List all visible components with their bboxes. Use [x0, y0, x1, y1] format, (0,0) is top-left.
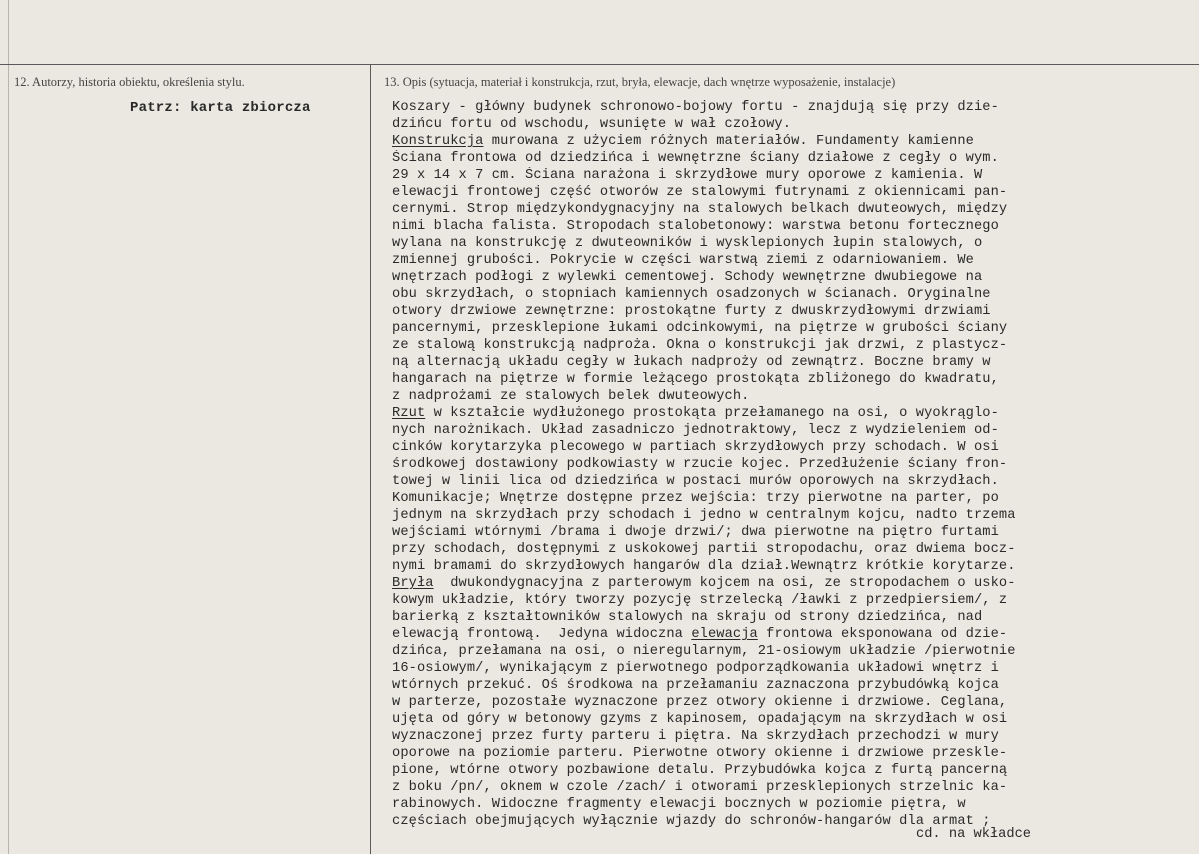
- description-line: [392, 575, 1182, 592]
- line-text: częściach obejmujących wyłącznie wjazdy do schronów-hangarów dla armat ;: [392, 814, 991, 829]
- description-line: [392, 660, 1182, 677]
- description-line: [392, 184, 1182, 201]
- line-text: ujęta od góry w betonowy gzyms z kapinosem, opadającym na skrzydłach w osi: [392, 712, 1008, 727]
- description-line: [392, 694, 1182, 711]
- description-line: [392, 286, 1182, 303]
- description-line: [392, 609, 1182, 626]
- line-text: towej w linii lica od dziedzińca w postaci murów oporowych na skrzydłach.: [392, 474, 999, 489]
- description-line: [392, 677, 1182, 694]
- description-line: [392, 728, 1182, 745]
- line-text: wtórnych przekuć. Oś środkowa na przełamaniu zaznaczona przybudówką kojca: [392, 678, 999, 693]
- line-text: rabinowych. Widoczne fragmenty elewacji bocznych w poziomie piętra, w: [392, 797, 966, 812]
- description-line: [392, 456, 1182, 473]
- continuation-note: cd. na wkładce: [916, 827, 1031, 842]
- line-text: frontowa eksponowana od dzie-: [757, 627, 1008, 642]
- description-line: [392, 439, 1182, 456]
- description-line: [392, 762, 1182, 779]
- line-text: ze stalową konstrukcją nadproża. Okna o konstrukcji jak drzwi, z plastycz-: [392, 338, 1008, 353]
- description-line: [392, 218, 1182, 235]
- description-line: [392, 388, 1182, 405]
- field-13-description: [392, 99, 1182, 830]
- line-text: elewacji frontowej część otworów ze stalowymi futrynami z okiennicami pan-: [392, 185, 1008, 200]
- line-text: kowym układzie, który tworzy pozycję strzelecką /ławki z przedpiersiem/, z: [392, 593, 1008, 608]
- description-line: [392, 745, 1182, 762]
- section-heading: Konstrukcja: [392, 134, 484, 149]
- description-line: [392, 643, 1182, 660]
- description-line: [392, 99, 1182, 116]
- column-divider: [370, 64, 371, 854]
- line-text: cinków korytarzyka plecowego w partiach skrzydłowych przy schodach. W osi: [392, 440, 999, 455]
- line-text: Koszary - główny budynek schronowo-bojowy fortu - znajdują się przy dzie-: [392, 100, 999, 115]
- line-text: dzińca, przełamana na osi, o nieregularnym, 21-osiowym układzie /pierwotnie: [392, 644, 1016, 659]
- description-line: [392, 626, 1182, 643]
- description-line: [392, 150, 1182, 167]
- line-text: murowana z użyciem różnych materiałów. Fundamenty kamienne: [483, 134, 974, 149]
- line-text: przy schodach, dostępnymi z uskokowej partii stropodachu, oraz dwiema bocz-: [392, 542, 1016, 557]
- line-text: nych narożnikach. Układ zasadniczo jednotraktowy, lecz z wydzieleniem od-: [392, 423, 999, 438]
- description-line: [392, 303, 1182, 320]
- line-text: środkowej dostawiony podkowiasty w rzucie kojec. Przedłużenie ściany fron-: [392, 457, 1008, 472]
- description-line: [392, 371, 1182, 388]
- line-text: wnętrzach podłogi z wylewki cementowej. Schody wewnętrzne dwubiegowe na: [392, 270, 983, 285]
- line-text: hangarach na piętrze w formie leżącego prostokąta zbliżonego do kwadratu,: [392, 372, 999, 387]
- line-text: dwukondygnacyjna z parterowym kojcem na osi, ze stropodachem o usko-: [433, 576, 1016, 591]
- section-heading: elewacja: [691, 627, 758, 642]
- description-line: [392, 422, 1182, 439]
- line-text: otwory drzwiowe zewnętrzne: prostokątne furty z dwuskrzydłowymi drzwiami: [392, 304, 991, 319]
- line-text: elewacją frontową. Jedyna widoczna: [392, 627, 692, 642]
- section-heading: Bryła: [392, 576, 434, 591]
- description-line: [392, 541, 1182, 558]
- description-line: [392, 473, 1182, 490]
- line-text: 29 x 14 x 7 cm. Ściana narażona i skrzydłowe mury oporowe z kamienia. W: [392, 168, 983, 183]
- description-line: [392, 524, 1182, 541]
- line-text: nymi bramami do skrzydłowych hangarów dla dział.Wewnątrz krótkie korytarze.: [392, 559, 1016, 574]
- description-line: [392, 201, 1182, 218]
- top-rule: [0, 64, 1199, 65]
- description-line: [392, 252, 1182, 269]
- description-line: [392, 558, 1182, 575]
- line-text: z boku /pn/, oknem w czole /zach/ i otworami przesklepionych strzelnic ka-: [392, 780, 1008, 795]
- description-line: [392, 592, 1182, 609]
- line-text: jednym na skrzydłach przy schodach i jedno w centralnym kojcu, nadto trzema: [392, 508, 1016, 523]
- description-line: [392, 320, 1182, 337]
- line-text: zmiennej grubości. Pokrycie w części warstwą ziemi z odarniowaniem. We: [392, 253, 974, 268]
- line-text: wylana na konstrukcję z dwuteowników i wysklepionych łupin stalowych, o: [392, 236, 983, 251]
- page-edge-line: [8, 0, 9, 854]
- line-text: barierką z kształtowników stalowych na skraju od strony dziedzińca, nad: [392, 610, 983, 625]
- field-12-header: 12. Autorzy, historia obiektu, określenia stylu.: [14, 75, 245, 89]
- line-text: w kształcie wydłużonego prostokąta przełamanego na osi, o wyokrąglo-: [425, 406, 999, 421]
- description-line: [392, 813, 1182, 830]
- description-line: [392, 337, 1182, 354]
- description-line: [392, 133, 1182, 150]
- description-line: [392, 711, 1182, 728]
- line-text: Komunikacje; Wnętrze dostępne przez wejścia: trzy pierwotne na parter, po: [392, 491, 999, 506]
- field-12-value: Patrz: karta zbiorcza: [130, 100, 311, 116]
- line-text: obu skrzydłach, o stopniach kamiennych osadzonych w ścianach. Oryginalne: [392, 287, 991, 302]
- description-line: [392, 167, 1182, 184]
- line-text: Ściana frontowa od dziedzińca i wewnętrzne ściany działowe z cegły o wym.: [392, 151, 999, 166]
- section-heading: Rzut: [392, 406, 426, 421]
- description-line: [392, 779, 1182, 796]
- line-text: pancernymi, przesklepione łukami odcinkowymi, na piętrze w grubości ściany: [392, 321, 1008, 336]
- line-text: z nadprożami ze stalowych belek dwuteowych.: [392, 389, 750, 404]
- description-line: [392, 269, 1182, 286]
- line-text: ną alternacją układu cegły w łukach nadproży od zewnątrz. Boczne bramy w: [392, 355, 991, 370]
- field-13-header: 13. Opis (sytuacja, materiał i konstrukcja, rzut, bryła, elewacje, dach wnętrze wyposażenie, instalacje): [384, 75, 896, 89]
- line-text: 16-osiowym/, wynikającym z pierwotnego podporządkowania układowi wnętrz i: [392, 661, 999, 676]
- description-line: [392, 354, 1182, 371]
- line-text: cernymi. Strop międzykondygnacyjny na stalowych belkach dwuteowych, między: [392, 202, 1008, 217]
- description-line: [392, 235, 1182, 252]
- line-text: pione, wtórne otwory pozbawione detalu. Przybudówka kojca z furtą pancerną: [392, 763, 1008, 778]
- line-text: nimi blacha falista. Stropodach stalobetonowy: warstwa betonu fortecznego: [392, 219, 999, 234]
- line-text: wyznaczonej przez furty parteru i piętra. Na skrzydłach przechodzi w mury: [392, 729, 999, 744]
- line-text: wejściami wtórnymi /brama i dwoje drzwi/; dwa pierwotne na piętro furtami: [392, 525, 999, 540]
- description-line: [392, 507, 1182, 524]
- description-line: [392, 116, 1182, 133]
- line-text: w parterze, pozostałe wyznaczone przez otwory okienne i drzwiowe. Ceglana,: [392, 695, 1008, 710]
- description-line: [392, 796, 1182, 813]
- line-text: oporowe na poziomie parteru. Pierwotne otwory okienne i drzwiowe przeskle-: [392, 746, 1008, 761]
- line-text: dzińcu fortu od wschodu, wsunięte w wał czołowy.: [392, 117, 792, 132]
- description-line: [392, 405, 1182, 422]
- description-line: [392, 490, 1182, 507]
